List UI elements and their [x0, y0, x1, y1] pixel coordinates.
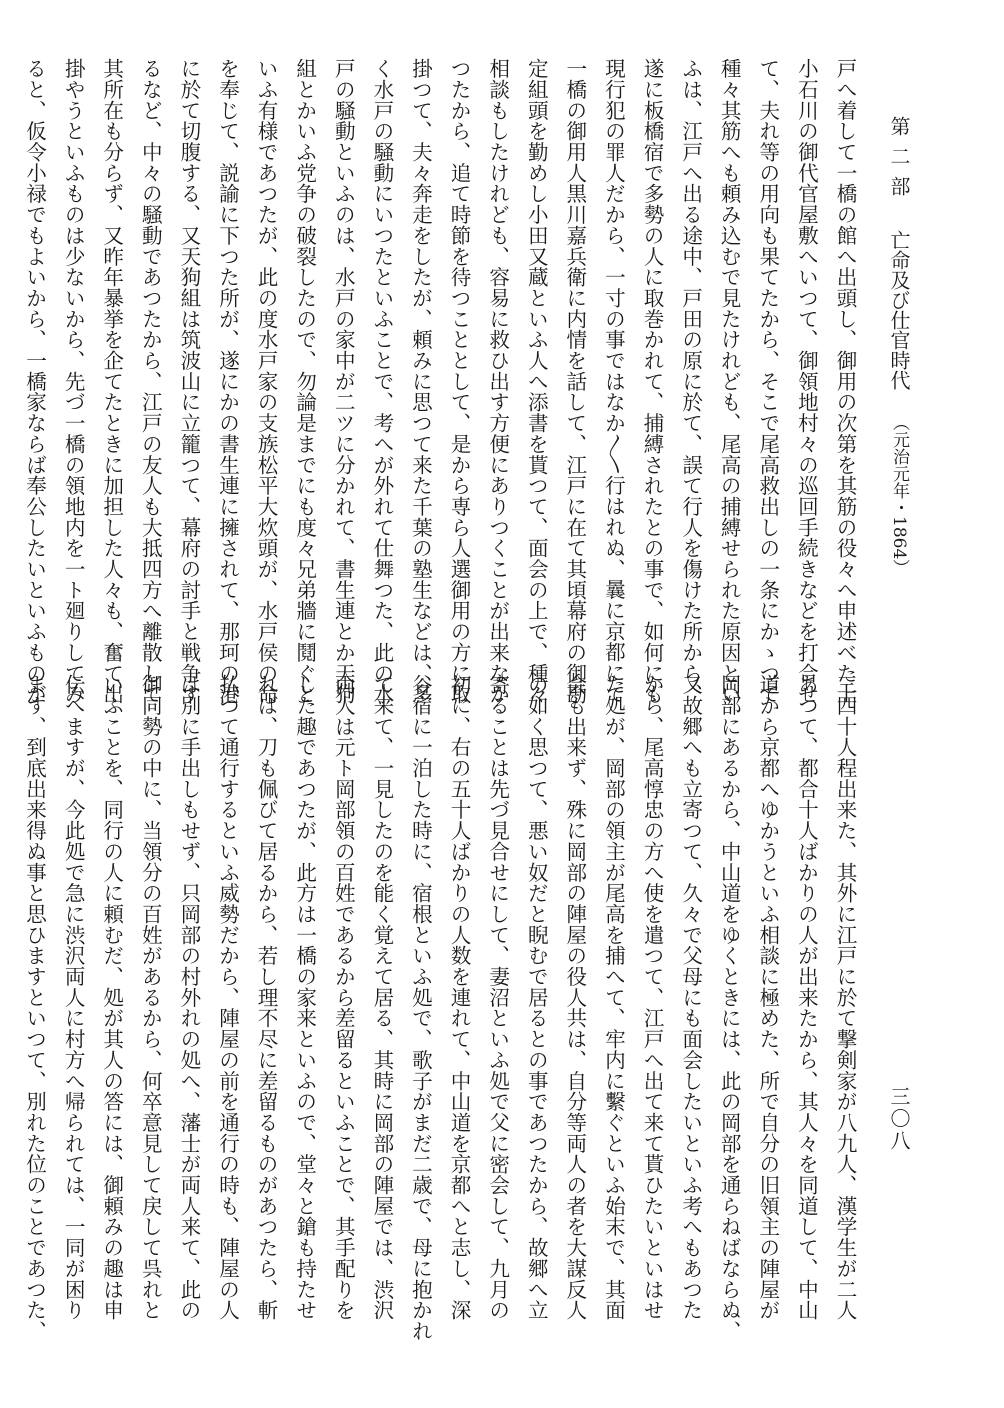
text-line: れば、刀も佩びて居るから、若し理不尽に差留るものがあつたら、斬: [254, 674, 279, 1321]
body-text-lower: [15, 674, 864, 1342]
text-line: て、夫れ等の用向も果てたから、そこで尾高救出しの一条にかゝつて: [755, 58, 780, 705]
text-line: 組とかいふ党争の破裂したので、勿論是までにも度々兄弟牆に鬩ぐと: [292, 58, 317, 705]
text-line: 種々其筋へも頼み込むで見たけれども、尾高の捕縛せられた原因とい: [717, 58, 742, 705]
text-line: の如く思つて、悪い奴だと睨むで居るとの事であつたから、故郷へ立: [524, 674, 549, 1321]
text-line: 掛やうといふものは少ないから、先づ一橋の領地内を一ト廻りしてみ: [61, 58, 86, 705]
text-line: から、尾高惇忠の方へ使を遣つて、江戸へ出て来て貰ひたいといはせ: [640, 674, 665, 1321]
text-line: 又故郷へも立寄つて、久々で父母にも面会したいといふ考へもあつた: [678, 674, 703, 1321]
running-header: [884, 116, 914, 656]
text-line: 谷宿に一泊した時に、宿根といふ処で、歌子がまだ二歳で、母に抱かれ: [408, 674, 433, 1342]
text-line: いふ有様であつたが、此の度水戸家の支族松平大炊頭が、水戸侯の命: [254, 58, 279, 705]
text-line: 払つて通行するといふ威勢だから、陣屋の前を通行の時も、陣屋の人: [215, 674, 240, 1321]
text-line: 戸へ着して一橋の館へ出頭し、御用の次第を其筋の役々へ申述べた上: [833, 58, 857, 705]
body-text-upper: [15, 58, 864, 705]
text-line: く水戸の騒動にいつたといふことで、考へが外れて仕舞つた、此の水: [369, 58, 394, 705]
text-line: あつて、都合十人ばかりの人が出来たから、其人々を同道して、中山: [794, 674, 819, 1321]
text-line: 両人は元ト岡部領の百姓であるから差留るといふことで、其手配りを: [331, 674, 356, 1321]
text-line: 御同勢の中に、当領分の百姓があるから、何卒意見して戻して呉れと: [138, 674, 163, 1321]
era-label: （元治元年・1864）: [889, 414, 909, 577]
text-line: ふは、江戸へ出る途中、戸田の原に於て、誤て行人を傷けた所から、: [678, 58, 703, 705]
text-line: 遂に板橋宿で多勢の人に取巻かれて、捕縛されたとの事で、如何にも: [640, 58, 665, 705]
text-line: いふことを、同行の人に頼むだ、処が其人の答には、御頼みの趣は申: [99, 674, 124, 1321]
text-line: 一橋の御用人黒川嘉兵衛に内情を話して、江戸に在て其頃幕府の御勘: [562, 58, 587, 705]
text-line: た処が、岡部の領主が尾高を捕へて、牢内に繫ぐといふ始末で、其面: [601, 674, 626, 1321]
text-line: は別に手出しもせず、只岡部の村外れの処へ、藩士が両人来て、此の: [176, 674, 201, 1321]
text-line: るなど、中々の騒動であつたから、江戸の友人も大抵四方へ離散して: [138, 58, 163, 705]
text-line: 伝へますが、今此処で急に渋沢両人に村方へ帰られては、一同が困り: [61, 674, 86, 1321]
text-line: 掛つて、夫々奔走をしたが、頼みに思つて来た千葉の塾生などは、多: [408, 58, 433, 705]
text-line: 岡部にあるから、中山道をゆくときには、此の岡部を通らねばならぬ、: [717, 674, 742, 1342]
text-line: 定組頭を勤めし小田又蔵といふ人へ添書を貰つて、面会の上で、種々: [524, 58, 549, 705]
text-line: て来て、一見したのを能く覚えて居る、其時に岡部の陣屋では、渋沢: [369, 674, 394, 1321]
text-line: した趣であつたが、此方は一橋の家来といふので、堂々と鎗も持たせ: [292, 674, 317, 1321]
text-line: ます、到底出来得ぬ事と思ひますといつて、別れた位のことであつた、: [22, 674, 47, 1342]
text-line: 初に、右の五十人ばかりの人数を連れて、中山道を京都へと志し、深: [447, 674, 472, 1321]
text-line: 道から京都へゆかうといふ相談に極めた、所で自分の旧領主の陣屋が: [755, 674, 780, 1321]
text-line: つたから、追て時節を待つこととして、是から専ら人選御用の方に取: [447, 58, 472, 705]
text-line: 相談もしたけれども、容易に救ひ出す方便にありつくことが出来なか: [485, 58, 510, 705]
text-line: 三四十人程出来た、其外に江戸に於て撃剣家が八九人、漢学生が二人: [833, 674, 857, 1321]
text-line: 寄ることは先づ見合せにして、妻沼といふ処で父に密会して、九月の: [485, 674, 510, 1321]
chapter-title: 亡命及び仕官時代: [887, 230, 911, 390]
part-label: 第二部: [887, 116, 911, 206]
text-line: 小石川の御代官屋敷へいつて、御領地村々の巡回手続きなどを打合せ: [794, 58, 819, 705]
text-line: を奉じて、説諭に下つた所が、遂にかの書生連に擁されて、那珂の港: [215, 58, 240, 705]
text-line: 其所在も分らず、又昨年暴挙を企てたときに加担した人々も、奮て出: [99, 58, 124, 705]
text-line: に於て切腹する、又天狗組は筑波山に立籠つて、幕府の討手と戦争す: [176, 58, 201, 705]
text-line: 戸の騒動といふのは、水戸の家中が二ツに分かれて、書生連とか天狗: [331, 58, 356, 705]
text-line: 会も出来ず、殊に岡部の陣屋の役人共は、自分等両人の者を大謀反人: [562, 674, 587, 1321]
page-number: 三〇八: [887, 1086, 911, 1152]
text-line: ると、仮令小禄でもよいから、一橋家ならば奉公したいといふものが: [22, 58, 47, 705]
text-line: 現行犯の罪人だから、一寸の事ではなか〳〵行はれぬ、曩に京都にて: [601, 58, 626, 705]
